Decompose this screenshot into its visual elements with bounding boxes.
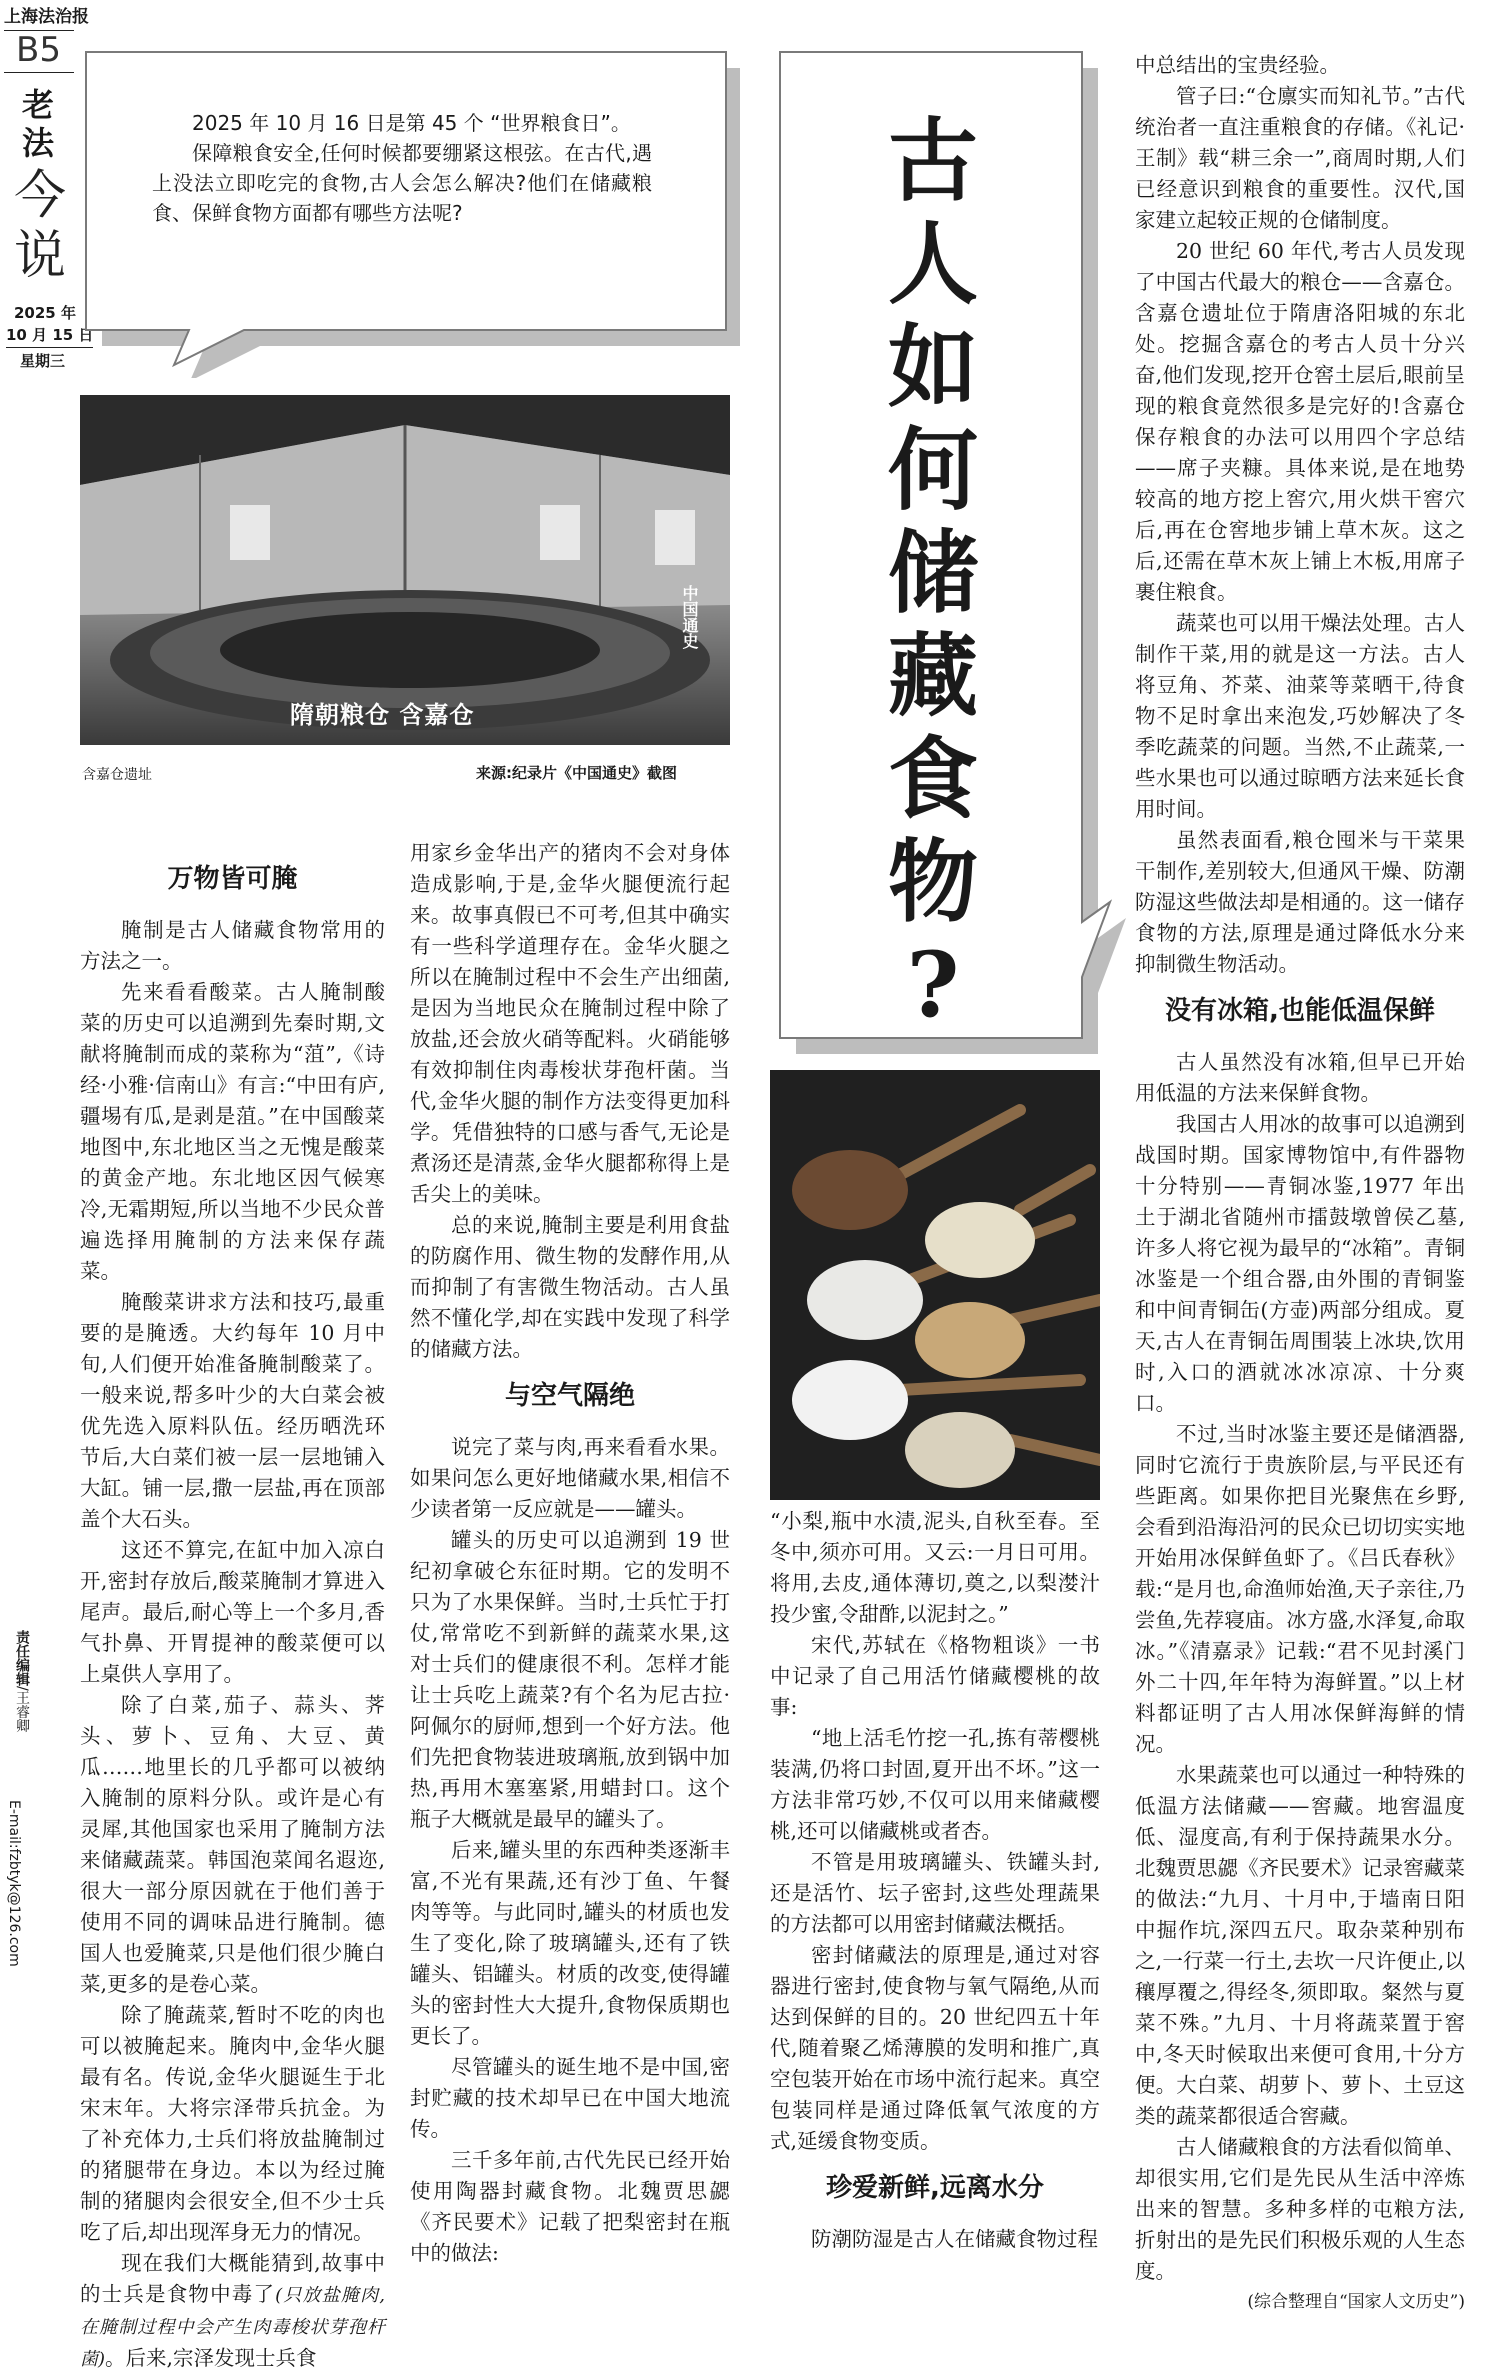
body-paragraph: 用家乡金华出产的猪肉不会对身体造成影响,于是,金华火腿便流行起来。故事真假已不可考,但其中确实有一些科学道理存在。金华火腿之所以在腌制过程中不会生产出细菌,是因为当地民众在腌制过程中除了放盐,还会放火硝等配料。火硝能够有效抑制住肉毒梭状芽孢杆菌。当代,金华火腿的制作方法变得更加科学。凭借独特的口感与香气,无论是煮汤还是清蒸,金华火腿都称得上是舌尖上的美味。: [410, 841, 730, 1206]
body-paragraph: 古人储藏粮食的方法看似简单、却很实用,它们是先民从生活中淬炼出来的智慧。多种多样的屯粮方法,折射出的是先民们积极乐观的人生态度。: [1135, 2135, 1465, 2283]
body-paragraph: “小梨,瓶中水渍,泥头,自秋至春。至冬中,须亦可用。又云:一月日可用。将用,去皮,通体薄切,奠之,以梨漤汁投少蜜,令甜酢,以泥封之。”: [770, 1509, 1100, 1626]
column-title-char: 今: [14, 166, 67, 226]
body-paragraph: 尽管罐头的诞生地不是中国,密封贮藏的技术却早已在中国大地流传。: [410, 2055, 730, 2141]
body-text: 。后来,宗泽发现士兵食: [105, 2346, 317, 2370]
date-weekday: 星期三: [20, 352, 66, 370]
body-paragraph: “地上活毛竹挖一孔,拣有蒂樱桃装满,仍将口封固,夏开出不坏。”这一方法非常巧妙,不仅可以用来储藏樱桃,还可以储藏桃或者杏。: [770, 1726, 1100, 1843]
granary-photo: [80, 395, 730, 745]
body-paragraph: 不管是用玻璃罐头、铁罐头封,还是活竹、坛子密封,这些处理蔬果的方法都可以用密封储藏法概括。: [770, 1850, 1100, 1936]
headline-char: 藏: [888, 623, 978, 729]
lead-paragraph: 保障粮食安全,任何时候都要绷紧这根弦。在古代,遇上没法立即吃完的食物,古人会怎么解决?他们在储藏粮食、保鲜食物方面都有哪些方法呢?: [152, 141, 652, 225]
body-paragraph: 三千多年前,古代先民已经开始使用陶器封藏食物。北魏贾思勰《齐民要术》记载了把梨密封在瓶中的做法:: [410, 2148, 730, 2265]
date-year: 2025 年: [14, 304, 76, 322]
editor-name: /王睿卿: [14, 1686, 30, 1733]
body-paragraph: [80, 2248, 385, 2375]
body-paragraph: 水果蔬菜也可以通过一种特殊的低温方法储藏——窖藏。地窖温度低、湿度高,有利于保持蔬果水分。北魏贾思勰《齐民要术》记录窖藏菜的做法:“九月、十月中,于墙南日阳中掘作坑,深四五尺。取杂菜种别布之,一行菜一行土,去坎一尺许便止,以穰厚覆之,得经冬,须即取。粲然与夏菜不殊。”九月、十月将蔬菜置于窖中,冬天时候取出来便可食用,十分方便。大白菜、胡萝卜、萝卜、土豆这类的蔬菜都很适合窖藏。: [1135, 1763, 1465, 2128]
body-paragraph: 先来看看酸菜。古人腌制酸菜的历史可以追溯到先秦时期,文献将腌制而成的菜称为“菹”,《诗经·小雅·信南山》有言:“中田有庐,疆埸有瓜,是剥是菹。”在中国酸菜地图中,东北地区当之无愧是酸菜的黄金产地。东北地区因气候寒冷,无霜期短,所以当地不少民众普遍选择用腌制的方法来保存蔬菜。: [80, 980, 385, 1283]
body-paragraph: 20 世纪 60 年代,考古人员发现了中国古代最大的粮仓——含嘉仓。含嘉仓遗址位于隋唐洛阳城的东北处。挖掘含嘉仓的考古人员十分兴奋,他们发现,挖开仓窖土层后,眼前呈现的粮食竟然很多是完好的!含嘉仓保存粮食的办法可以用四个字总结——席子夹糠。具体来说,是在地势较高的地方挖上窖穴,用火烘干窖穴后,再在仓窖地步铺上草木灰。这之后,还需在草木灰上铺上木板,用席子裹住粮食。: [1135, 239, 1465, 604]
body-paragraph: 罐头的历史可以追溯到 19 世纪初拿破仑东征时期。它的发明不只为了水果保鲜。当时,士兵忙于打仗,常常吃不到新鲜的蔬菜水果,这对士兵们的健康很不利。怎样才能让士兵吃上蔬菜?有个名为尼古拉·阿佩尔的厨师,想到一个好方法。他们先把食物装进玻璃瓶,放到锅中加热,再用木塞塞紧,用蜡封口。这个瓶子大概就是最早的罐头了。: [410, 1528, 730, 1831]
headline: [868, 110, 998, 1037]
column-title-char: 说: [14, 226, 67, 286]
photo-caption: 含嘉仓遗址: [82, 767, 152, 783]
body-paragraph: 腌酸菜讲求方法和技巧,最重要的是腌透。大约每年 10 月中旬,人们便开始准备腌制酸菜了。一般来说,帮多叶少的大白菜会被优先选入原料队伍。经历晒洗环节后,大白菜们被一层一层地铺入大缸。铺一层,撒一层盐,再在顶部盖个大石头。: [80, 1290, 385, 1531]
headline-char: ?: [906, 932, 960, 1038]
editor-credit: [4, 1630, 30, 1733]
page-number: B5: [16, 30, 61, 70]
headline-char: 物: [888, 829, 978, 935]
body-paragraph: 除了腌蔬菜,暂时不吃的肉也可以被腌起来。腌肉中,金华火腿最有名。传说,金华火腿诞生于北宋末年。大将宗泽带兵抗金。为了补充体力,士兵们将放盐腌制过的猪腿带在身边。本以为经过腌制的猪腿肉会很安全,但不少士兵吃了后,却出现浑身无力的情况。: [80, 2003, 385, 2244]
body-paragraph: 防潮防湿是古人在储藏食物过程: [811, 2227, 1098, 2251]
body-paragraph: 总的来说,腌制主要是利用食盐的防腐作用、微生物的发酵作用,从而抑制了有害微生物活动。古人虽然不懂化学,却在实践中发现了科学的储藏方法。: [410, 1213, 730, 1361]
body-paragraph: 我国古人用冰的故事可以追溯到战国时期。国家博物馆中,有件器物十分特别——青铜冰鉴,1977 年出土于湖北省随州市擂鼓墩曾侯乙墓,许多人将它视为最早的“冰箱”。青铜冰鉴是一个组合器,由外围的青铜鉴和中间青铜缶(方壶)两部分组成。夏天,古人在青铜缶周围装上冰块,饮用时,入口的酒就冰冰凉凉、十分爽口。: [1135, 1112, 1465, 1415]
editor-label: 责任编辑: [14, 1630, 30, 1686]
headline-char: 食: [888, 726, 978, 832]
headline-char: 何: [888, 417, 978, 523]
granary-illustration: [80, 395, 730, 745]
photo-overlay-caption: 隋朝粮仓 含嘉仓: [290, 701, 475, 729]
headline-char: 如: [888, 314, 978, 420]
photo-credit: 来源:纪录片《中国通史》截图: [476, 764, 677, 782]
body-paragraph: 不过,当时冰鉴主要还是储酒器,同时它流行于贵族阶层,与平民还有些距离。如果你把目光聚焦在乡野,会看到沿海沿河的民众已切切实实地开始用冰保鲜鱼虾了。《吕氏春秋》载:“是月也,命渔师始渔,天子亲往,乃尝鱼,先荐寝庙。冰方盛,水泽复,命取冰。”《清嘉录》记载:“君不见封溪门外二十四,年年特为海鲜置。”以上材料都证明了古人用冰保鲜海鲜的情况。: [1135, 1422, 1465, 1756]
editor-email: E-mail:fzbtyk@126.com: [6, 1800, 22, 1967]
body-paragraph: 说完了菜与肉,再来看看水果。如果问怎么更好地储藏水果,相信不少读者第一反应就是——罐头。: [410, 1435, 730, 1521]
source-note: (综合整理自“国家人文历史”): [1247, 2292, 1465, 2312]
body-paragraph: 除了白菜,茄子、蒜头、荠头、萝卜、豆角、大豆、黄瓜……地里长的几乎都可以被纳入腌制的原料分队。或许是心有灵犀,其他国家也采用了腌制方法来储藏蔬菜。韩国泡菜闻名遐迩,很大一部分原因就在于他们善于使用不同的调味品进行腌制。德国人也爱腌菜,只是他们很少腌白菜,更多的是卷心菜。: [80, 1693, 385, 1996]
section-heading: 与空气隔绝: [504, 1381, 635, 1411]
headline-char: 古: [888, 108, 978, 214]
masthead: 上海法治报: [4, 7, 89, 27]
photo-watermark: 中国通史: [680, 585, 699, 649]
article-column-4: [1135, 50, 1465, 2318]
grains-illustration: [770, 1070, 1100, 1500]
column-title-char: 老: [22, 86, 55, 124]
body-paragraph: 腌制是古人储藏食物常用的方法之一。: [80, 918, 385, 973]
date-monthday: 10 月 15 日: [6, 324, 93, 348]
section-heading: 没有冰箱,也能低温保鲜: [1165, 996, 1435, 1026]
article-column-3: [770, 1506, 1100, 2255]
body-paragraph: 古人虽然没有冰箱,但早已开始用低温的方法来保鲜食物。: [1135, 1050, 1465, 1105]
body-text: 现在我们大概能猜到,故事中的士兵是食物中毒了: [80, 2251, 385, 2306]
body-paragraph: 密封储藏法的原理是,通过对容器进行密封,使食物与氧气隔绝,从而达到保鲜的目的。20 世纪四五十年代,随着聚乙烯薄膜的发明和推广,真空包装开始在市场中流行起来。真空包装同样是通过降低氧气浓度的方式,延缓食物变质。: [770, 1943, 1100, 2153]
body-paragraph: 中总结出的宝贵经验。: [1135, 53, 1340, 77]
body-paragraph: 这还不算完,在缸中加入凉白开,密封存放后,酸菜腌制才算进入尾声。最后,耐心等上一个多月,香气扑鼻、开胃提神的酸菜便可以上桌供人享用了。: [80, 1538, 385, 1686]
body-note: (只放盐腌肉,在腌制过程中会产生肉毒梭状芽孢杆菌): [80, 2285, 385, 2370]
body-paragraph: 虽然表面看,粮仓囤米与干菜果干制作,差别较大,但通风干燥、防潮防湿这些做法却是相通的。这一储存食物的方法,原理是通过降低水分来抑制微生物活动。: [1135, 828, 1465, 976]
column-title-char: 法: [22, 124, 55, 162]
body-paragraph: 蔬菜也可以用干燥法处理。古人制作干菜,用的就是这一方法。古人将豆角、芥菜、油菜等菜晒干,待食物不足时拿出来泡发,巧妙解决了冬季吃蔬菜的问题。当然,不止蔬菜,一些水果也可以通过晾晒方法来延长食用时间。: [1135, 611, 1465, 821]
article-column-2: [410, 838, 730, 2269]
section-heading: 万物皆可腌: [167, 864, 298, 894]
headline-char: 储: [888, 520, 978, 626]
grains-photo: [770, 1070, 1100, 1500]
lead-text: [152, 108, 652, 228]
body-paragraph: 后来,罐头里的东西种类逐渐丰富,不光有果蔬,还有沙丁鱼、午餐肉等等。与此同时,罐头的材质也发生了变化,除了玻璃罐头,还有了铁罐头、铝罐头。材质的改变,使得罐头的密封性大大提升,食物保质期也更长了。: [410, 1838, 730, 2048]
headline-char: 人: [888, 211, 978, 317]
lead-paragraph: 2025 年 10 月 16 日是第 45 个 “世界粮食日”。: [192, 111, 631, 135]
body-paragraph: 宋代,苏轼在《格物粗谈》一书中记录了自己用活竹储藏樱桃的故事:: [770, 1633, 1100, 1719]
article-column-1: [80, 850, 385, 2375]
section-heading: 珍爱新鲜,远离水分: [826, 2173, 1044, 2203]
body-paragraph: 管子曰:“仓廪实而知礼节。”古代统治者一直注重粮食的存储。《礼记·王制》载“耕三余一”,商周时期,人们已经意识到粮食的重要性。汉代,国家建立起较正规的仓储制度。: [1135, 84, 1465, 232]
